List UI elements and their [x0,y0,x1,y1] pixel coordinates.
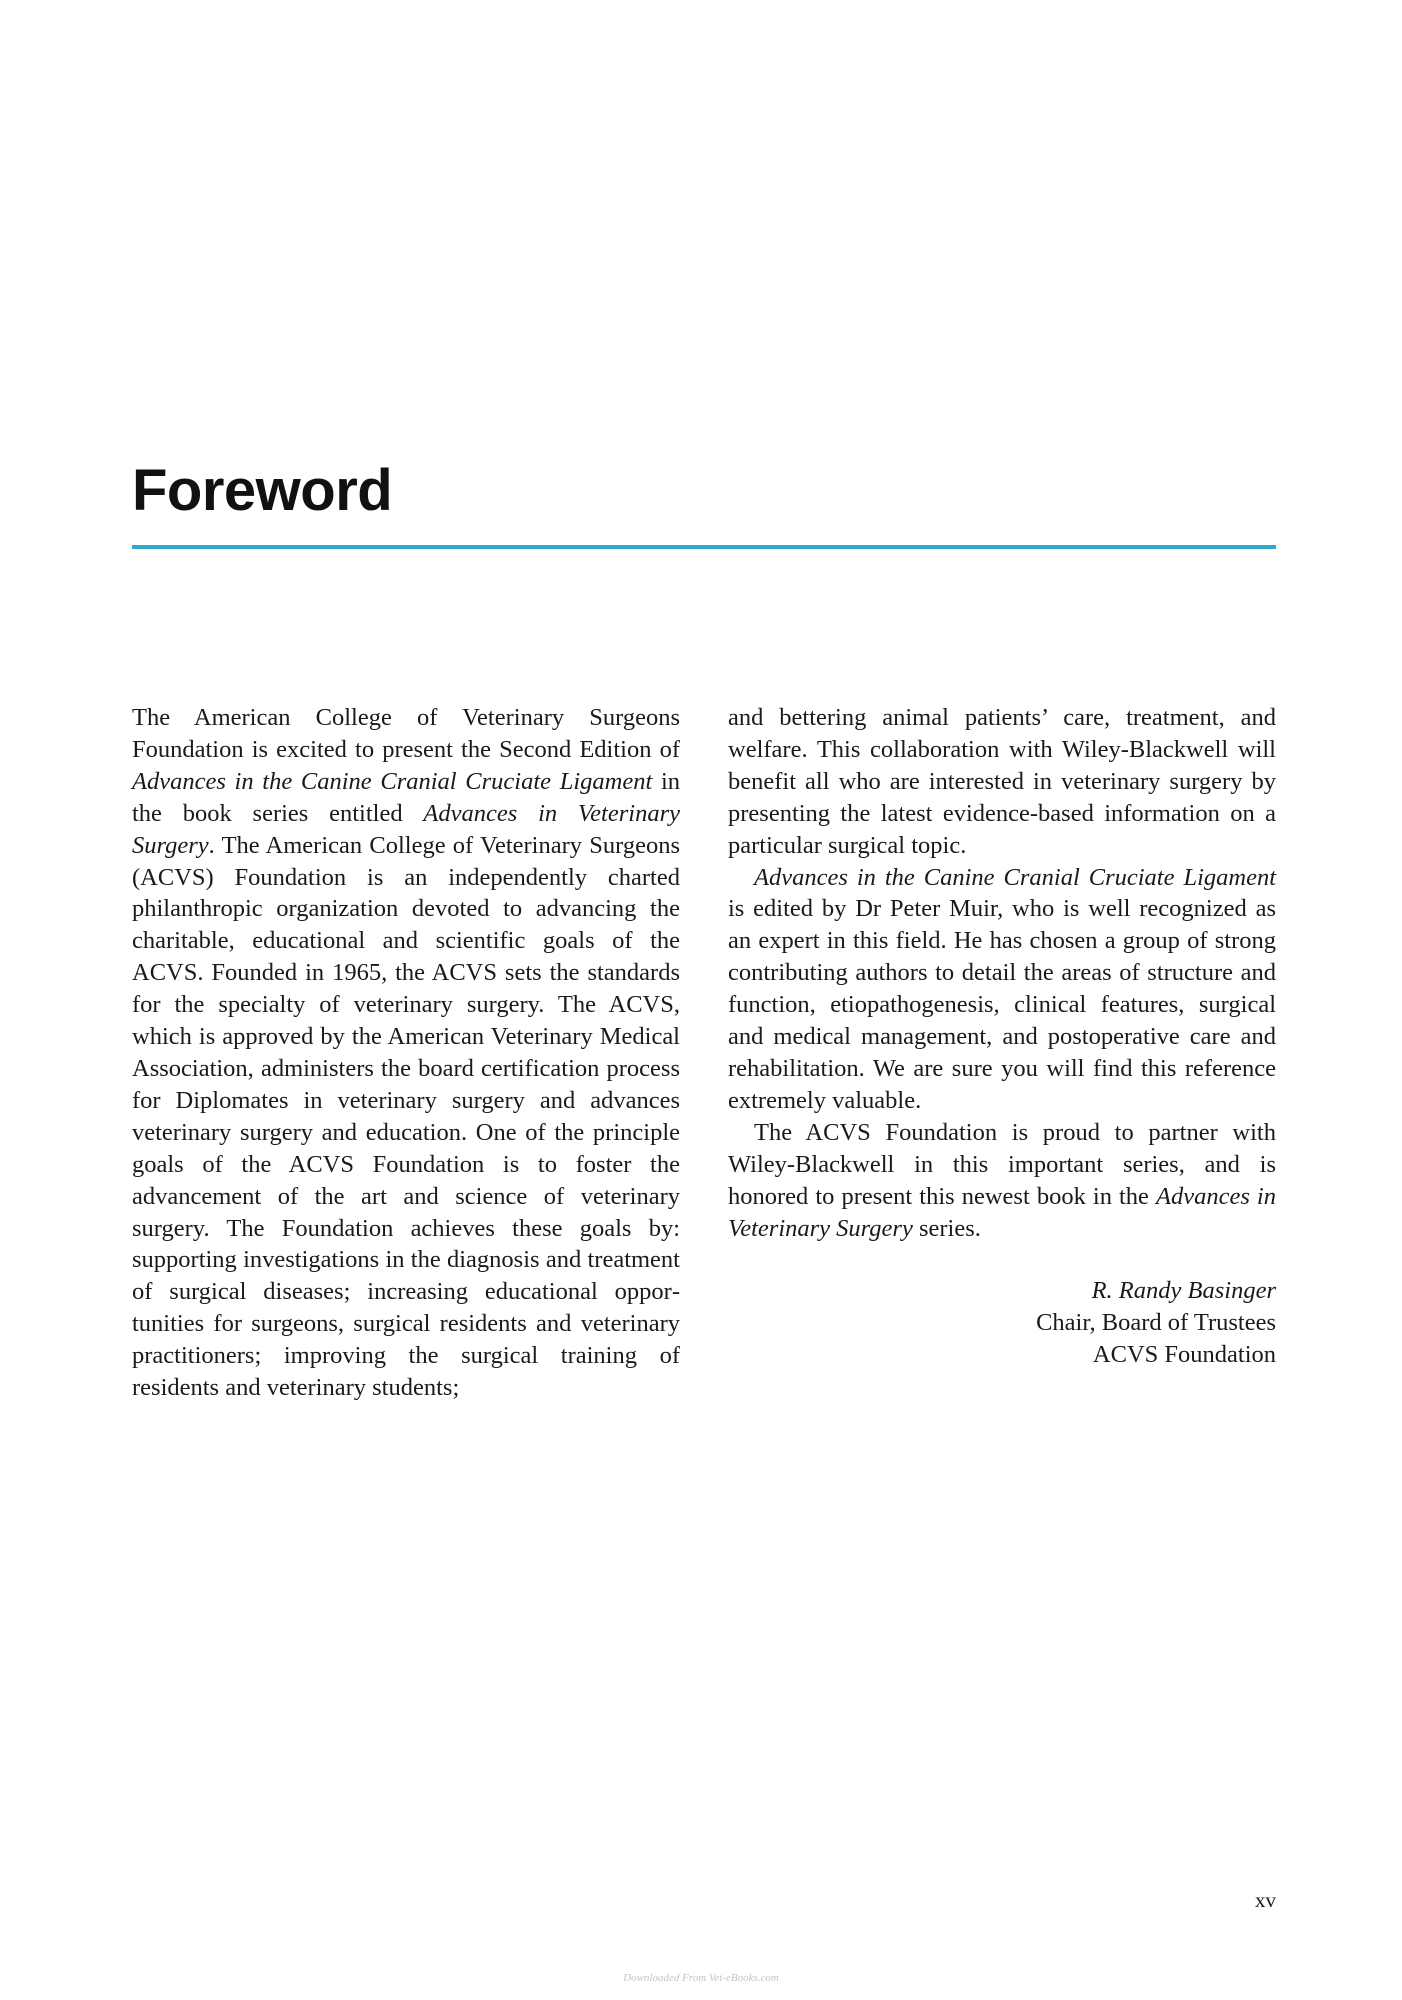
paragraph-text: series. [912,1214,981,1242]
paragraph-text: The ACVS Foundation is proud to partner with Wiley-Blackwell in this important series, and is honored to present this newest book in the [728,1118,1276,1210]
left-column [132,702,680,1404]
book-title: Advances in the Canine Cranial Cruciate Ligament [132,767,653,795]
series-title: Advances in Veterinary Surgery [132,799,680,859]
paragraph-partnership [728,1117,1276,1245]
paragraph-text: . The American College of Veterinary Surgeons (ACVS) Foundation is an independently charted philanthropic organization devoted to advancing the charitable, educational and scientific goals of the ACVS. Founded in 1965, the ACVS sets the standards for the specialty of veterinary surgery. The ACVS, which is approved by the American Veterinary Medical Association, administers the board certification process for Diplomates in veterinary surgery and advances veterinary surgery and education. One of the principle goals of the ACVS Foundation is to foster the advancement of the art and science of veterinary surgery. The Foundation achieves these goals by: supporting investigations in the diagnosis and treatment of surgical diseases; increasing educational opportunities for surgeons, surgical residents and veterinary practitioners; improving the surgical training of residents and veterinary students; [132,831,680,1402]
paragraph-intro [132,702,680,1404]
paragraph-text: The American College of Veterinary Surgeons Foundation is excited to present the Second Edition of [132,704,680,763]
page-title: Foreword [132,458,393,523]
download-watermark: Downloaded From Vet-eBooks.com [623,1972,779,1984]
title-underline-rule [132,545,1276,549]
paragraph-editor [728,862,1276,1117]
series-title: Advances in Veterinary Surgery [728,1182,1276,1242]
right-column [728,702,1276,1371]
paragraph-continuation: and bettering animal patients’ care, treatment, and welfare. This collaboration with Wiley-Blackwell will benefit all who are interested in veterinary surgery by presenting the latest evidence-based information on a particular surgical topic. [728,704,1276,859]
paragraph-text: is edited by Dr Peter Muir, who is well recognized as an expert in this field. He has chosen a group of strong contributing authors to detail the areas of structure and function, etiopathogenesis, clinical features, surgical and medical management, and postoperative care and rehabilitation. We are sure you will find this reference extremely valuable. [728,895,1276,1114]
signature-organization: ACVS Foundation [1092,1341,1276,1369]
paragraph-text: in the book series entitled [132,767,681,827]
page-number: xv [1255,1888,1276,1912]
signature-role: Chair, Board of Trustees [1036,1309,1276,1337]
signature-block [728,1275,1276,1371]
signature-name: R. Randy Basinger [1091,1277,1276,1305]
book-title: Advances in the Canine Cranial Cruciate Ligament [754,863,1276,891]
